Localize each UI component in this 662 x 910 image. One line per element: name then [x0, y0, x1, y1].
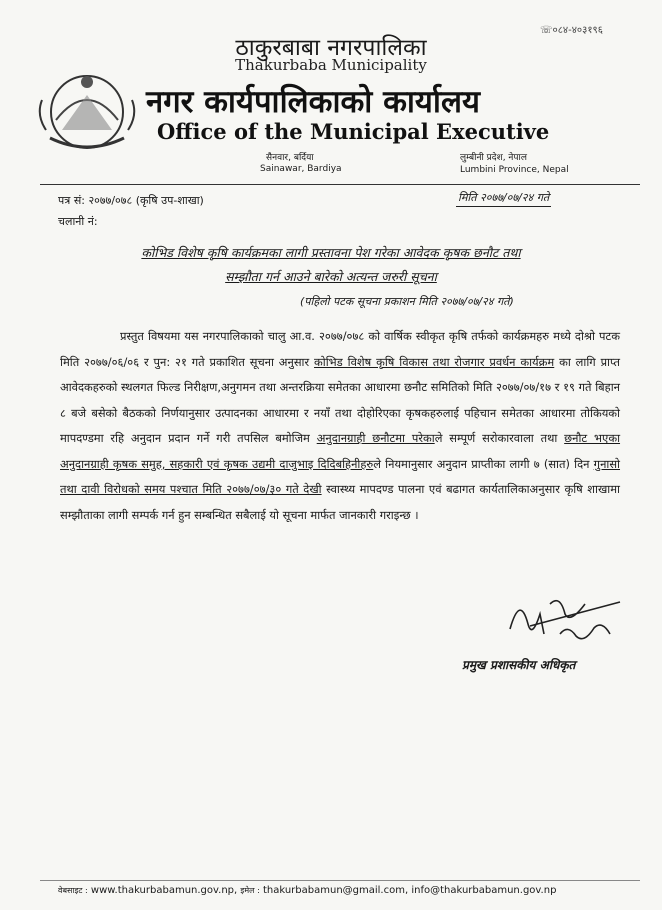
website-label: वेबसाइट : [58, 886, 88, 895]
signatory-title: प्रमुख प्रशासकीय अधिकृत [462, 658, 576, 672]
header-divider [40, 184, 640, 185]
selected-groups: छनौट भएका अनुदानग्राही कृषक समुह, सहकारी एवं कृषक उद्यमी दाजुभाइ दिदिबहिनीहरु [60, 431, 621, 471]
notice-title-line1: कोभिड विशेष कृषि कार्यक्रमका लागी प्रस्तावना पेश गरेका आवेदक कृषक छनौट तथा [141, 245, 521, 260]
reference-number: पत्र सं: २०७७/०७८ (कृषि उप-शाखा) [58, 194, 204, 207]
office-title-en: Office of the Municipal Executive [157, 119, 550, 144]
province-np: लुम्बीनी प्रदेश, नेपाल [460, 153, 527, 163]
handwritten-signature [490, 584, 630, 654]
location-np: सैनवार, बर्दिया [266, 153, 314, 163]
location-en: Sainawar, Bardiya [260, 164, 342, 174]
nepal-emblem-icon [32, 60, 142, 160]
municipality-name-en: Thakurbaba Municipality [235, 56, 427, 74]
dispatch-number: चलानी नं: [58, 215, 98, 228]
notice-body: प्रस्तुत विषयमा यस नगरपालिकाको चालु आ.व. २०७७/०७८ को वार्षिक स्वीकृत कृषि तर्फको कार्यक्रमहरु मध्ये दोश्रो पटक मिति २०७७/०६/०६ र पुन: २१ गते प्रकाशित सूचना अनुसार कोभिड विशेष कृषि विकास तथा रोजगार प्रवर्धन कार्यक्रम का लागि प्राप्त आवेदकहरुको स्थलगत फिल्ड निरीक्षण,अनुगमन तथा अन्तरक्रिया समेतका आधारमा छनौट समितिको मिति २०७७/०७/१७ र १९ गते बिहान ८ बजे बसेको बैठकको निर्णयानुसार उत्पादनका आधारमा र नयाँ तथा दोहोरिएका कृषकहरुलाई पहिचान समेतका आधारमा तोकियको मापदण्डमा रहि अनुदान प्रदान गर्ने गरी तपसिल बमोजिम अनुदानग्राही छनौटमा परेकाले सम्पूर्ण सरोकारवाला तथा छनौट भएका अनुदानग्राही कृषक समुह, सहकारी एवं कृषक उद्यमी दाजुभाइ दिदिबहिनीहरुले नियमानुसार अनुदान प्राप्तीका लागी ७ (सात) दिन गुनासो तथा दावी विरोधको समय पश्चात मिति २०७७/०७/३० गते देखी स्वास्थ्य मापदण्ड पालना एवं बढागत कार्यतालिकाअनुसार कृषि शाखामा सम्झौताका लागी सम्पर्क गर्न हुन सम्बन्धित सबैलाई यो सूचना मार्फत जानकारी गराइन्छ । [60, 329, 621, 522]
footer-contact [58, 885, 556, 896]
letter-date: मिति २०७७/०७/२४ गते [456, 190, 551, 207]
province-en: Lumbini Province, Nepal [460, 165, 569, 175]
website-link[interactable]: www.thakurbabamun.gov.np, [90, 885, 238, 896]
program-name: कोभिड विशेष कृषि विकास तथा रोजगार प्रवर्धन कार्यक्रम [314, 354, 555, 369]
footer-divider [40, 880, 640, 881]
selected-grantees: अनुदानग्राही छनौटमा परेका [316, 431, 435, 445]
publish-date-note: (पहिलो पटक सूचना प्रकाशन मिति २०७७/०७/२४ गते) [300, 295, 514, 308]
email-label: इमेल : [240, 886, 260, 895]
email-links[interactable]: thakurbabamun@gmail.com, info@thakurbabamun.gov.np [262, 885, 557, 896]
office-title-np: नगर कार्यपालिकाको कार्यालय [146, 84, 480, 120]
phone-number: ☏०८४-४०३१९६ [540, 25, 603, 36]
notice-title-line2: सम्झौता गर्न आउने बारेको अत्यन्त जरुरी सूचना [225, 269, 437, 284]
municipality-name-np: ठाकुरबाबा नगरपालिका [235, 35, 427, 61]
complaint-period: गुनासो तथा दावी विरोधको समय पश्चात मिति २०७७/०७/३० गते देखी [60, 456, 621, 496]
